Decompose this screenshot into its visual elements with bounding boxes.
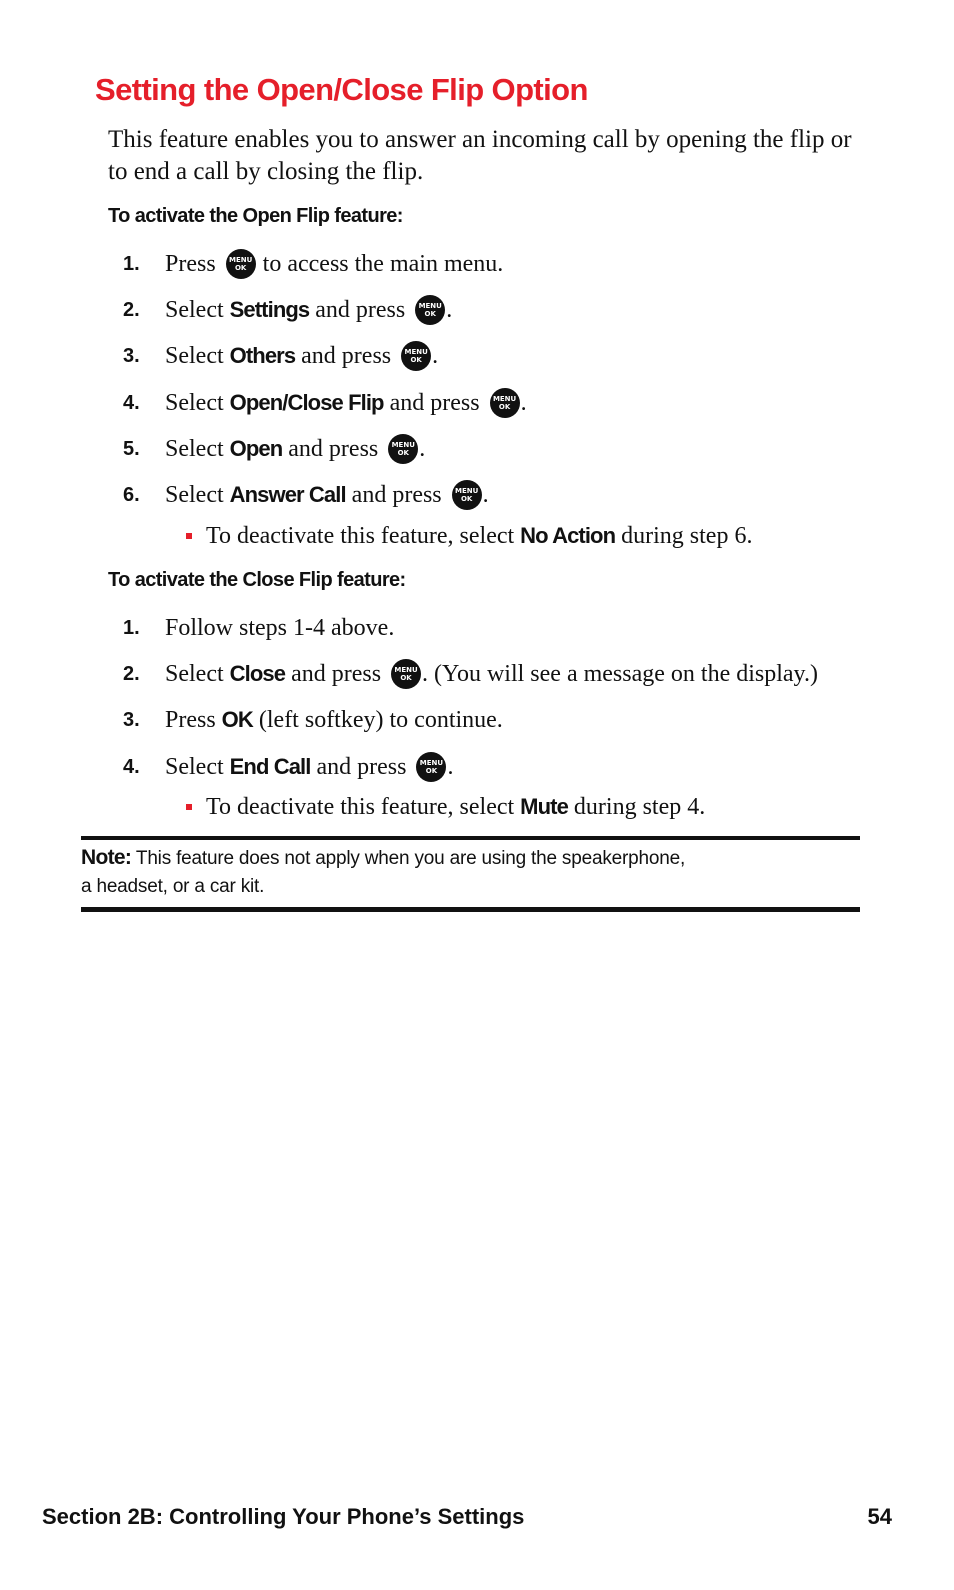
note-top-rule xyxy=(81,836,860,840)
menu-ok-key-icon: MENU OK xyxy=(388,434,418,464)
menu-option-answer-call: Answer Call xyxy=(229,482,346,507)
menu-option-no-action: No Action xyxy=(520,523,616,548)
step-number: 2. xyxy=(123,298,140,321)
step-text: Select xyxy=(165,389,230,416)
step-number: 2. xyxy=(123,662,140,685)
step-text: . xyxy=(446,296,453,323)
close-flip-step-3 xyxy=(123,703,503,737)
note-box xyxy=(81,844,860,901)
close-flip-step-4 xyxy=(123,750,453,784)
bullet-text: To deactivate this feature, select xyxy=(206,522,521,549)
menu-ok-key-icon: MENU OK xyxy=(401,341,431,371)
step-text: to access the main menu. xyxy=(256,250,504,277)
close-flip-step-1 xyxy=(123,611,394,645)
note-text: a headset, or a car kit. xyxy=(81,876,265,897)
softkey-ok: OK xyxy=(221,707,253,732)
step-text: Select xyxy=(165,660,230,687)
step-text: . xyxy=(482,481,489,508)
step-text: Select xyxy=(165,753,230,780)
step-number: 5. xyxy=(123,437,140,460)
close-flip-step-2 xyxy=(123,657,818,691)
step-text: Press xyxy=(165,706,222,733)
step-text: Follow steps 1-4 above. xyxy=(165,614,395,641)
step-text: Press xyxy=(165,250,222,277)
open-flip-bullet xyxy=(186,520,752,552)
footer-section-title: Section 2B: Controlling Your Phone’s Settings xyxy=(42,1504,525,1529)
step-text: Select xyxy=(165,296,230,323)
open-flip-step-3 xyxy=(123,339,438,373)
menu-ok-key-icon: MENU OK xyxy=(226,249,256,279)
step-text: and press xyxy=(285,660,388,687)
step-number: 3. xyxy=(123,708,140,731)
step-text: and press xyxy=(295,342,398,369)
close-flip-heading: To activate the Close Flip feature: xyxy=(108,569,406,591)
step-text: Select xyxy=(165,342,230,369)
note-text: This feature does not apply when you are using the speakerphone, xyxy=(131,848,686,869)
open-flip-heading: To activate the Open Flip feature: xyxy=(108,205,403,227)
bullet-text: during step 6. xyxy=(615,522,753,549)
step-number: 1. xyxy=(123,616,140,639)
open-flip-step-5 xyxy=(123,432,425,466)
step-number: 4. xyxy=(123,391,140,414)
step-text: . xyxy=(432,342,439,369)
step-text: . (You will see a message on the display.) xyxy=(422,660,818,687)
step-text: (left softkey) to continue. xyxy=(252,706,503,733)
bullet-icon xyxy=(186,804,192,810)
menu-option-close: Close xyxy=(229,661,286,686)
intro-paragraph: This feature enables you to answer an incoming call by opening the flip or to end a call by closing the flip. xyxy=(108,126,852,185)
open-flip-step-2 xyxy=(123,293,452,327)
step-number: 4. xyxy=(123,755,140,778)
step-text: and press xyxy=(345,481,448,508)
step-text: Select xyxy=(165,435,230,462)
bullet-text: To deactivate this feature, select xyxy=(206,793,521,820)
bullet-icon xyxy=(186,533,192,539)
open-flip-step-6 xyxy=(123,478,489,512)
menu-ok-key-icon: MENU OK xyxy=(416,752,446,782)
menu-option-mute: Mute xyxy=(520,794,568,819)
menu-option-others: Others xyxy=(229,343,296,368)
bullet-text: during step 4. xyxy=(567,793,706,820)
menu-ok-key-icon: MENU OK xyxy=(391,659,421,689)
menu-ok-key-icon: MENU OK xyxy=(415,295,445,325)
step-text: . xyxy=(520,389,527,416)
open-flip-step-4 xyxy=(123,386,527,420)
step-text: and press xyxy=(309,296,412,323)
step-number: 3. xyxy=(123,344,140,367)
step-text: . xyxy=(419,435,426,462)
step-text: and press xyxy=(383,389,486,416)
step-number: 1. xyxy=(123,252,140,275)
step-text: Select xyxy=(165,481,230,508)
menu-option-end-call: End Call xyxy=(229,754,311,779)
step-text: . xyxy=(447,753,454,780)
note-label: Note: xyxy=(81,846,132,869)
menu-option-open-close-flip: Open/Close Flip xyxy=(229,390,384,415)
step-text: and press xyxy=(310,753,413,780)
step-text: and press xyxy=(282,435,385,462)
open-flip-step-1 xyxy=(123,247,503,281)
page-number: 54 xyxy=(867,1504,892,1529)
menu-option-open: Open xyxy=(229,436,283,461)
page-title: Setting the Open/Close Flip Option xyxy=(95,72,588,107)
step-number: 6. xyxy=(123,483,140,506)
menu-ok-key-icon: MENU OK xyxy=(452,480,482,510)
menu-ok-key-icon: MENU OK xyxy=(490,388,520,418)
close-flip-bullet xyxy=(186,791,705,823)
menu-option-settings: Settings xyxy=(229,297,310,322)
note-bottom-rule xyxy=(81,907,860,912)
